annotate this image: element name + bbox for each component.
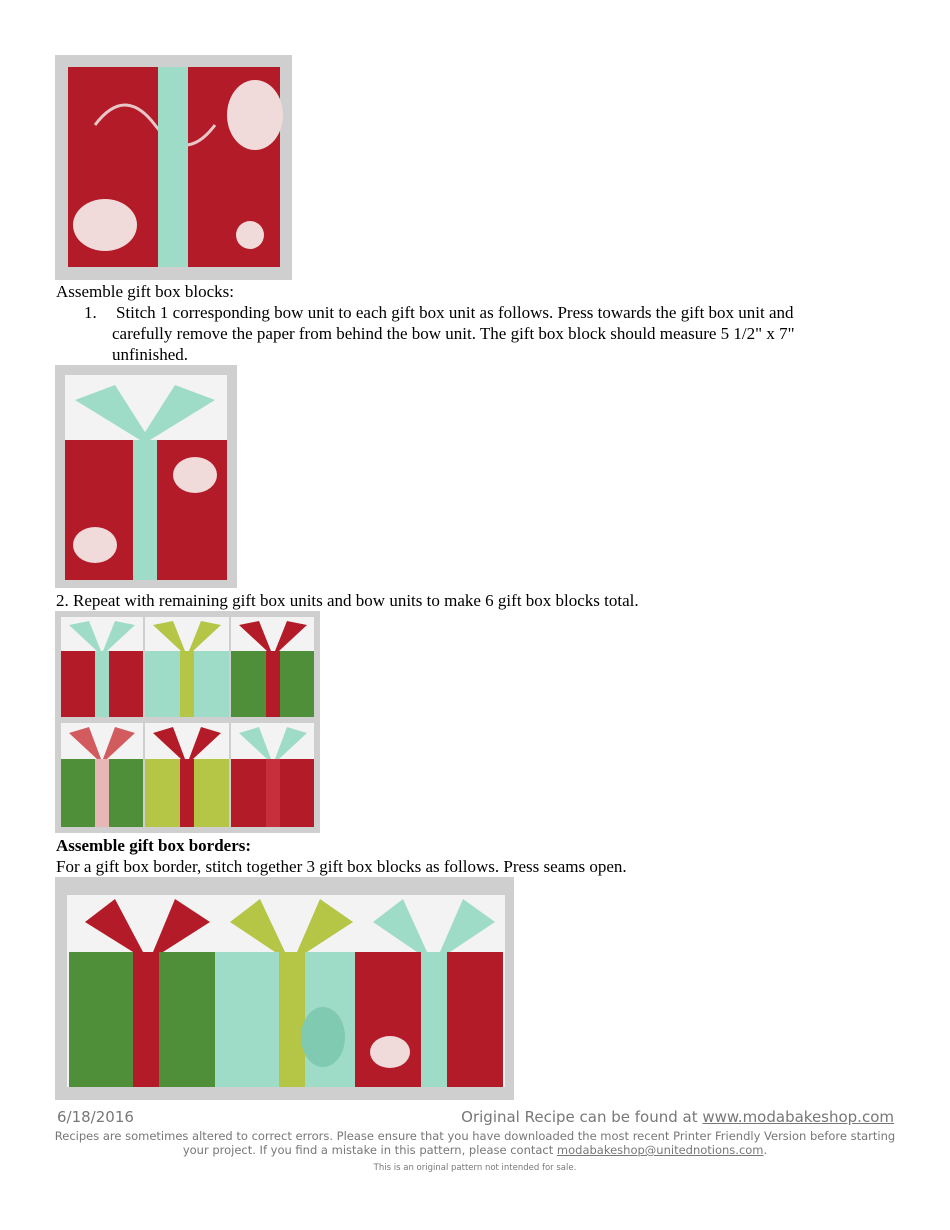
footer-disclaimer-line2-suffix: . <box>763 1143 768 1157</box>
borders-heading: Assemble gift box borders: <box>56 836 252 855</box>
step1-line2: carefully remove the paper from behind the bow unit. The gift box block should measure 5 1/2" x 7" <box>112 324 795 343</box>
step1-line1: Stitch 1 corresponding bow unit to each gift box unit as follows. Press towards the gift box unit and <box>116 303 794 322</box>
gift-box-unit-photo <box>55 55 292 280</box>
step1-line3: unfinished. <box>112 345 189 364</box>
step1-number: 1. <box>84 303 97 322</box>
gift-box-block-photo <box>55 365 237 588</box>
footer-date: 6/18/2016 <box>57 1108 134 1126</box>
footer-disclaimer-line2 <box>0 1143 950 1157</box>
footer-recipe-prefix: Original Recipe can be found at <box>461 1108 703 1126</box>
step2-text: 2. Repeat with remaining gift box units and bow units to make 6 gift box blocks total. <box>56 591 639 610</box>
six-gift-blocks-photo <box>55 611 320 833</box>
footer-disclaimer-line1: Recipes are sometimes altered to correct errors. Please ensure that you have downloaded the most recent Printer Friendly Version before starting <box>54 1129 896 1143</box>
modabakeshop-link[interactable]: www.modabakeshop.com <box>702 1108 894 1126</box>
assemble-blocks-heading: Assemble gift box blocks: <box>56 282 235 301</box>
gift-box-border-photo <box>55 877 514 1100</box>
contact-email-link[interactable]: modabakeshop@unitednotions.com <box>556 1143 764 1157</box>
footer-note: This is an original pattern not intended for sale. <box>373 1163 577 1173</box>
footer-recipe-line <box>461 1108 894 1126</box>
borders-text: For a gift box border, stitch together 3 gift box blocks as follows. Press seams open. <box>56 857 627 876</box>
footer-disclaimer-line2-prefix: your project. If you find a mistake in this pattern, please contact <box>182 1143 557 1157</box>
